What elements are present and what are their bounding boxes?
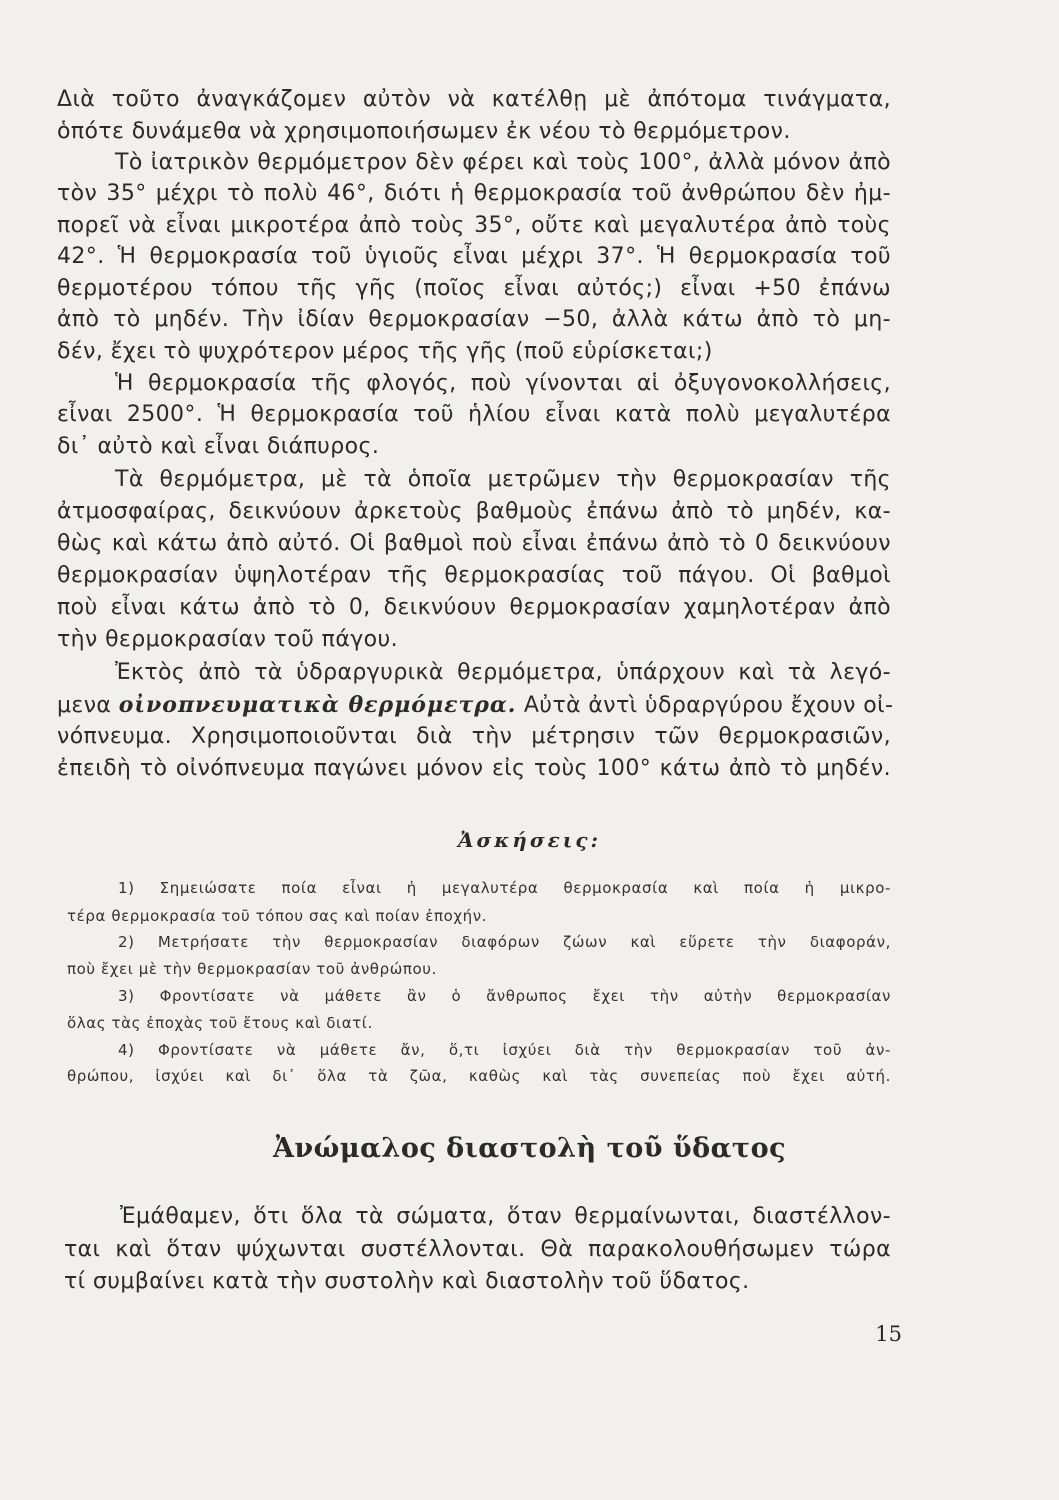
body-line: ὁπότε δυνάμεθα νὰ χρησιμοποιήσωμεν ἐκ νέου τὸ θερμόμετρον.: [57, 119, 791, 144]
body-line: ἀπὸ τὸ μηδέν. Τὴν ἰδίαν θερμοκρασίαν −50, ἀλλὰ κάτω ἀπὸ τὸ μη-: [57, 307, 891, 332]
body-line: θερμοκρασίαν ὑψηλοτέραν τῆς θερμοκρασίας τοῦ πάγου. Οἱ βαθμοὶ: [57, 563, 891, 588]
section-line: Ἐμάθαμεν, ὅτι ὅλα τὰ σώματα, ὅταν θερμαίνωνται, διαστέλλον-: [120, 1204, 891, 1229]
body-line: 42°. Ἡ θερμοκρασία τοῦ ὑγιοῦς εἶναι μέχρι 37°. Ἡ θερμοκρασία τοῦ: [57, 244, 891, 269]
body-line: δι᾽ αὐτὸ καὶ εἶναι διάπυρος.: [57, 434, 380, 459]
exercise-line: θρώπου, ἰσχύει καὶ δι᾽ ὅλα τὰ ζῶα, καθὼς καὶ τὰς συνεπείας ποὺ ἔχει αὐτή.: [67, 1067, 891, 1085]
exercises-title: Ἀσκήσεις:: [458, 828, 601, 852]
body-line: Ἐκτὸς ἀπὸ τὰ ὑδραργυρικὰ θερμόμετρα, ὑπάρχουν καὶ τὰ λεγό-: [115, 660, 891, 685]
exercise-line: τέρα θερμοκρασία τοῦ τόπου σας καὶ ποίαν ἐποχήν.: [67, 907, 488, 925]
body-line: ἀτμοσφαίρας, δεικνύουν ἀρκετοὺς βαθμοὺς ἐπάνω ἀπὸ τὸ μηδέν, κα-: [57, 499, 891, 524]
exercise-line: 2) Μετρήσατε τὴν θερμοκρασίαν διαφόρων ζώων καὶ εὕρετε τὴν διαφοράν,: [118, 933, 891, 951]
body-line: νόπνευμα. Χρησιμοποιοῦνται διὰ τὴν μέτρησιν τῶν θερμοκρασιῶν,: [57, 724, 891, 749]
body-line: τὸν 35° μέχρι τὸ πολὺ 46°, διότι ἡ θερμοκρασία τοῦ ἀνθρώπου δὲν ἠμ-: [57, 181, 891, 206]
body-line: εἶναι 2500°. Ἡ θερμοκρασία τοῦ ἡλίου εἶναι κατὰ πολὺ μεγαλυτέρα: [57, 402, 891, 427]
exercise-line: 4) Φροντίσατε νὰ μάθετε ἄν, ὅ,τι ἰσχύει διὰ τὴν θερμοκρασίαν τοῦ ἀν-: [118, 1041, 891, 1059]
exercise-line: ποὺ ἔχει μὲ τὴν θερμοκρασίαν τοῦ ἀνθρώπου.: [67, 960, 437, 978]
body-line: Ἡ θερμοκρασία τῆς φλογός, ποὺ γίνονται αἱ ὀξυγονοκολλήσεις,: [115, 371, 891, 396]
exercise-line: ὅλας τὰς ἐποχὰς τοῦ ἔτους καὶ διατί.: [67, 1014, 373, 1032]
body-line: θερμοτέρου τόπου τῆς γῆς (ποῖος εἶναι αὐτός;) εἶναι +50 ἐπάνω: [57, 276, 891, 301]
body-line: ἐπειδὴ τὸ οἰνόπνευμα παγώνει μόνον εἰς τοὺς 100° κάτω ἀπὸ τὸ μηδέν.: [57, 756, 891, 781]
body-line: πορεῖ νὰ εἶναι μικροτέρα ἀπὸ τοὺς 35°, οὔτε καὶ μεγαλυτέρα ἀπὸ τοὺς: [57, 213, 891, 238]
body-line: θὼς καὶ κάτω ἀπὸ αὐτό. Οἱ βαθμοὶ ποὺ εἶναι ἐπάνω ἀπὸ τὸ 0 δεικνύουν: [57, 531, 891, 556]
body-line: ποὺ εἶναι κάτω ἀπὸ τὸ 0, δεικνύουν θερμοκρασίαν χαμηλοτέραν ἀπὸ: [57, 595, 891, 620]
body-line: Τὸ ἰατρικὸν θερμόμετρον δὲν φέρει καὶ τοὺς 100°, ἀλλὰ μόνον ἀπὸ: [115, 150, 891, 175]
section-line: ται καὶ ὅταν ψύχωνται συστέλλονται. Θὰ παρακολουθήσωμεν τώρα: [64, 1237, 891, 1262]
section-title: Ἀνώμαλος διαστολὴ τοῦ ὕδατος: [272, 1133, 787, 1164]
emphasized-term: οἰνοπνευματικὰ θερμόμετρα.: [118, 692, 517, 718]
body-line: τὴν θερμοκρασίαν τοῦ πάγου.: [57, 627, 399, 652]
body-line: δέν, ἔχει τὸ ψυχρότερον μέρος τῆς γῆς (ποῦ εὑρίσκεται;): [57, 339, 713, 364]
body-line: Τὰ θερμόμετρα, μὲ τὰ ὁποῖα μετρῶμεν τὴν θερμοκρασίαν τῆς: [115, 467, 891, 492]
body-text: Αὐτὰ ἀντὶ ὑδραργύρου ἔχουν οἰ-: [516, 693, 894, 718]
page-number: 15: [875, 1322, 902, 1346]
body-text: μενα: [57, 693, 119, 718]
exercise-line: 1) Σημειώσατε ποία εἶναι ἡ μεγαλυτέρα θερμοκρασία καὶ ποία ἡ μικρο-: [118, 879, 891, 897]
section-line: τί συμβαίνει κατὰ τὴν συστολὴν καὶ διαστολὴν τοῦ ὕδατος.: [64, 1269, 750, 1294]
body-line-with-emphasis: [57, 691, 894, 720]
exercise-line: 3) Φροντίσατε νὰ μάθετε ἂν ὁ ἄνθρωπος ἔχει τὴν αὐτὴν θερμοκρασίαν: [118, 987, 891, 1005]
body-line: Διὰ τοῦτο ἀναγκάζομεν αὐτὸν νὰ κατέλθῃ μὲ ἀπότομα τινάγματα,: [57, 87, 891, 112]
